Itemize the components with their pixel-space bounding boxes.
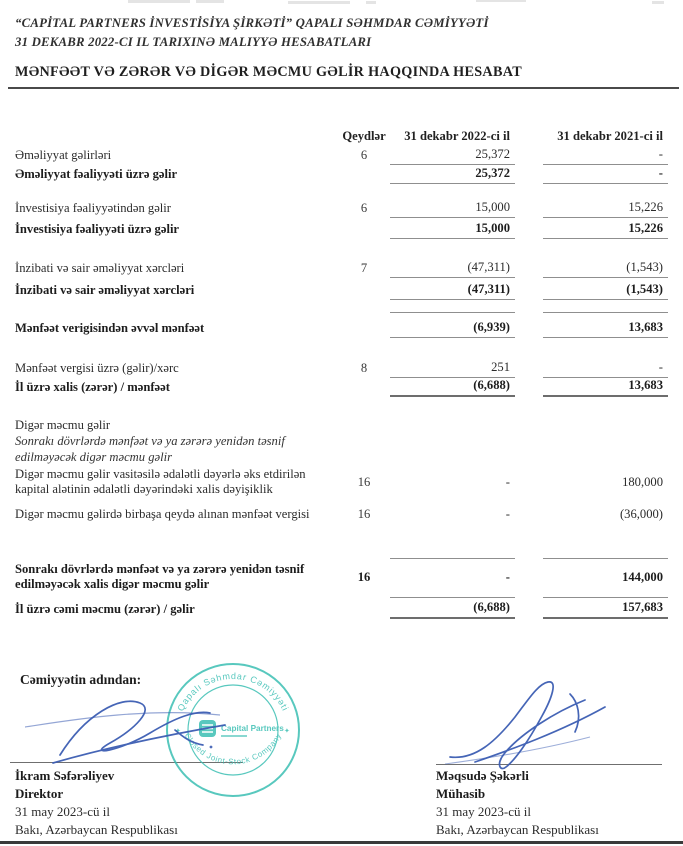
- row-value-2022: 25,372: [390, 148, 515, 165]
- scan-artifact: [288, 1, 350, 4]
- row-value-2022: (47,311): [390, 257, 515, 278]
- column-gap: [515, 467, 543, 499]
- signer-place: Bakı, Azərbaycan Respublikası: [436, 822, 599, 837]
- header-label-cell: [15, 126, 338, 146]
- column-gap: [515, 358, 543, 378]
- row-value-2022: -: [505, 507, 510, 521]
- row-label: Sonrakı dövrlərdə mənfəət və ya zərərə yenidən təsnif edilməyəcək digər məcmu gəlir: [15, 434, 285, 464]
- table-row: [15, 165, 668, 184]
- stamp-star-left-icon: ✦: [175, 727, 181, 735]
- header-2021: 31 dekabr 2021-ci il: [557, 129, 663, 143]
- table-header-row: [15, 126, 668, 146]
- signer-role: Mühasib: [436, 786, 486, 801]
- signer-name: Məqsudə Şəkərli: [436, 768, 529, 783]
- stamp-bottom-text: Closed Joint-Stock Company: [182, 731, 284, 767]
- row-note: [338, 598, 390, 619]
- row-note: [338, 435, 390, 467]
- header-notes: Qeydlər: [342, 129, 386, 143]
- scan-artifact: [128, 0, 190, 3]
- table-row: [15, 418, 668, 435]
- row-note: 16: [357, 474, 371, 489]
- column-gap: [515, 378, 543, 397]
- signature-director: [25, 685, 265, 770]
- signature-accountant: [420, 672, 630, 777]
- row-note: [338, 165, 390, 184]
- row-label: Digər məcmu gəlir vasitəsilə ədalətli dəyərlə əks etdirilən kapital alətinin ədalətli dəyərindəki xalis dəyişiklik: [15, 466, 306, 496]
- column-gap: [515, 257, 543, 278]
- table-row: [15, 198, 668, 218]
- column-gap: [515, 598, 543, 619]
- stamp-top-text: Qapalı Səhmdar Cəmiyyəti: [175, 670, 291, 713]
- column-gap: [515, 278, 543, 300]
- row-note: 8: [360, 361, 368, 375]
- signer-role: Direktor: [15, 786, 64, 801]
- signer-block-left: [15, 767, 178, 839]
- row-value-2021: (1,543): [543, 278, 668, 300]
- table-row: [15, 278, 668, 300]
- row-label: İnvestisiya fəaliyyəti üzrə gəlir: [15, 221, 180, 236]
- row-value-2021: 13,683: [543, 312, 668, 338]
- row-note: [338, 278, 390, 300]
- row-label: İnzibati və sair əməliyyat xərcləri: [15, 260, 185, 275]
- column-gap: [515, 435, 543, 467]
- on-behalf-heading: Cəmiyyətin adından:: [20, 672, 142, 687]
- column-gap: [515, 418, 543, 435]
- row-value-2021: [543, 418, 668, 435]
- row-value-2022: 251: [390, 358, 515, 378]
- signer-date: 31 may 2023-cü il: [436, 804, 531, 819]
- row-value-2021: (36,000): [619, 507, 663, 521]
- row-value-2022: [390, 418, 515, 435]
- table-row: [15, 148, 668, 165]
- row-value-2021: 144,000: [543, 558, 668, 598]
- row-note: 16: [357, 507, 371, 521]
- table-row: [15, 435, 668, 467]
- row-note: 16: [357, 569, 371, 584]
- row-value-2022: (6,939): [390, 312, 515, 338]
- row-value-2022: -: [505, 474, 510, 489]
- row-value-2022: -: [390, 558, 515, 598]
- row-label: Əməliyyat gəlirləri: [15, 147, 112, 162]
- column-gap: [515, 148, 543, 165]
- scan-artifact: [476, 0, 526, 2]
- statement-rows: [15, 148, 668, 619]
- scan-artifact: [196, 0, 224, 3]
- row-value-2021: [543, 435, 668, 467]
- table-row: [15, 218, 668, 239]
- table-row: [15, 499, 668, 532]
- column-gap: [515, 165, 543, 184]
- row-value-2021: 180,000: [622, 474, 663, 489]
- statement-title: MƏNFƏƏT VƏ ZƏRƏR VƏ DİGƏR MƏCMU GƏLİR HAQQINDA HESABAT: [15, 64, 522, 80]
- row-note: [338, 378, 390, 397]
- signer-name: İkram Səfərəliyev: [15, 768, 115, 783]
- row-value-2022: (47,311): [390, 278, 515, 300]
- row-label: İnvestisiya fəaliyyətindən gəlir: [15, 200, 171, 215]
- row-value-2021: -: [543, 165, 668, 184]
- table-row: [15, 312, 668, 338]
- row-note: [338, 312, 390, 338]
- row-value-2022: (6,688): [390, 378, 515, 397]
- stamp-star-right-icon: ✦: [284, 727, 290, 735]
- column-gap: [515, 499, 543, 532]
- row-note: 6: [360, 201, 368, 215]
- signer-date: 31 may 2023-cü il: [15, 804, 110, 819]
- row-label: Mənfəət vergisi üzrə (gəlir)/xərc: [15, 360, 179, 375]
- row-label: Mənfəət verigisindən əvvəl mənfəət: [15, 320, 205, 335]
- signer-place: Bakı, Azərbaycan Respublikası: [15, 822, 178, 837]
- row-label: İl üzrə cəmi məcmu (zərər) / gəlir: [15, 601, 195, 616]
- stamp-center-text: Capital Partners: [221, 724, 284, 733]
- table-row: [15, 378, 668, 397]
- signer-block-right: [436, 767, 599, 839]
- table-row: [15, 467, 668, 499]
- table-row: [15, 598, 668, 619]
- title-underline: [8, 87, 679, 89]
- row-label: İl üzrə xalis (zərər) / mənfəət: [15, 379, 170, 394]
- row-value-2021: 157,683: [543, 598, 668, 619]
- row-value-2021: (1,543): [543, 257, 668, 278]
- column-gap: [515, 558, 543, 598]
- row-label: Sonrakı dövrlərdə mənfəət və ya zərərə yenidən təsnif edilməyəcək xalis digər məcmu gəlir: [15, 561, 305, 591]
- table-row: [15, 558, 668, 598]
- table-row: [15, 358, 668, 378]
- row-value-2021: 13,683: [543, 378, 668, 397]
- row-value-2021: 15,226: [543, 198, 668, 218]
- row-value-2021: -: [543, 358, 668, 378]
- row-value-2022: (6,688): [390, 598, 515, 619]
- row-label: Əməliyyat fəaliyyəti üzrə gəlir: [15, 166, 178, 181]
- scan-artifact: [366, 1, 376, 4]
- row-value-2022: 15,000: [390, 218, 515, 239]
- column-gap: [515, 198, 543, 218]
- company-name-line: “CAPİTAL PARTNERS İNVESTİSİYA ŞİRKƏTİ” QAPALI SƏHMDAR CƏMİYYƏTİ: [15, 16, 489, 30]
- report-date-line: 31 DEKABR 2022-CI IL TARIXINƏ MALIYYƏ HESABATLARI: [15, 35, 372, 49]
- table-row: [15, 257, 668, 278]
- row-note: [338, 218, 390, 239]
- row-note: 7: [360, 261, 368, 275]
- header-2022: 31 dekabr 2022-ci il: [404, 129, 510, 143]
- row-value-2022: 25,372: [390, 165, 515, 184]
- row-value-2022: 15,000: [390, 198, 515, 218]
- row-value-2022: [390, 435, 515, 467]
- column-gap: [515, 312, 543, 338]
- page-bottom-edge: [0, 841, 683, 844]
- row-value-2021: -: [543, 148, 668, 165]
- scan-artifact: [652, 1, 664, 4]
- row-label: Digər məcmu gəlirdə birbaşa qeydə alınan mənfəət vergisi: [15, 506, 310, 521]
- row-value-2021: 15,226: [543, 218, 668, 239]
- income-statement-table: [15, 126, 668, 619]
- column-gap: [515, 126, 543, 146]
- row-note: [338, 418, 390, 435]
- row-label: Digər məcmu gəlir: [15, 417, 111, 432]
- row-note: 6: [360, 148, 368, 162]
- row-label: İnzibati və sair əməliyyat xərcləri: [15, 282, 195, 297]
- column-gap: [515, 218, 543, 239]
